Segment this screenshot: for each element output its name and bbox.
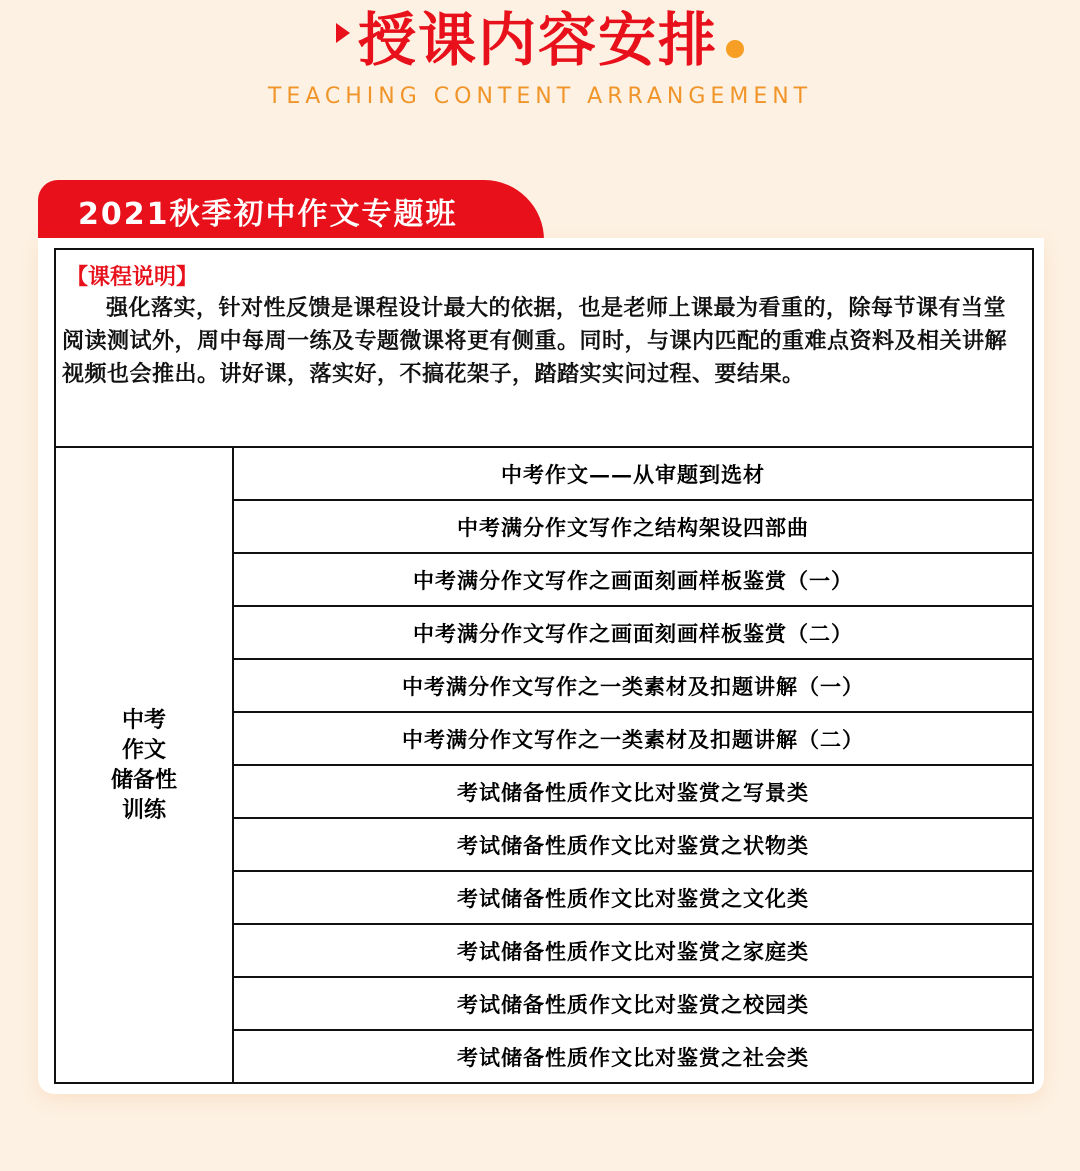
group-label-line: 作文	[121, 737, 166, 763]
lesson-title: 中考满分作文写作之结构架设四部曲	[233, 500, 1033, 553]
lesson-title: 中考满分作文写作之画面刻画样板鉴赏（一）	[233, 553, 1033, 606]
page-header	[0, 0, 1080, 130]
description-heading: 【课程说明】	[66, 264, 199, 290]
group-label-line: 储备性	[110, 767, 177, 793]
course-table	[54, 248, 1034, 1084]
lesson-title: 考试储备性质作文比对鉴赏之写景类	[233, 765, 1033, 818]
lesson-title: 考试储备性质作文比对鉴赏之家庭类	[233, 924, 1033, 977]
section-tab-label: 2021秋季初中作文专题班	[78, 197, 458, 232]
course-card	[38, 238, 1044, 1094]
lesson-title: 中考作文——从审题到选材	[233, 447, 1033, 500]
description-body: 强化落实，针对性反馈是课程设计最大的依据，也是老师上课最为看重的，除每节课有当堂阅读测试外，周中每周一练及专题微课将更有侧重。同时，与课内匹配的重难点资料及相关讲解视频也会推出。讲好课，落实好，不搞花架子，踏踏实实问过程、要结果。	[62, 295, 1008, 387]
lesson-title: 考试储备性质作文比对鉴赏之校园类	[233, 977, 1033, 1030]
page-subtitle: TEACHING CONTENT ARRANGEMENT	[267, 84, 813, 109]
group-label-cell	[55, 447, 233, 1083]
page-title: 授课内容安排	[357, 6, 718, 74]
lesson-title: 考试储备性质作文比对鉴赏之状物类	[233, 818, 1033, 871]
group-label-line: 训练	[121, 797, 166, 823]
lesson-title: 考试储备性质作文比对鉴赏之文化类	[233, 871, 1033, 924]
description-cell	[55, 249, 1033, 447]
title-row	[0, 0, 1080, 74]
lesson-row	[55, 447, 1033, 500]
dot-icon	[726, 40, 744, 58]
lesson-title: 中考满分作文写作之画面刻画样板鉴赏（二）	[233, 606, 1033, 659]
triangle-marker-icon	[336, 23, 350, 43]
lesson-title: 中考满分作文写作之一类素材及扣题讲解（一）	[233, 659, 1033, 712]
lesson-title: 中考满分作文写作之一类素材及扣题讲解（二）	[233, 712, 1033, 765]
section-tab	[38, 180, 544, 242]
group-label-line: 中考	[121, 707, 166, 733]
lesson-title: 考试储备性质作文比对鉴赏之社会类	[233, 1030, 1033, 1083]
description-row	[55, 249, 1033, 447]
